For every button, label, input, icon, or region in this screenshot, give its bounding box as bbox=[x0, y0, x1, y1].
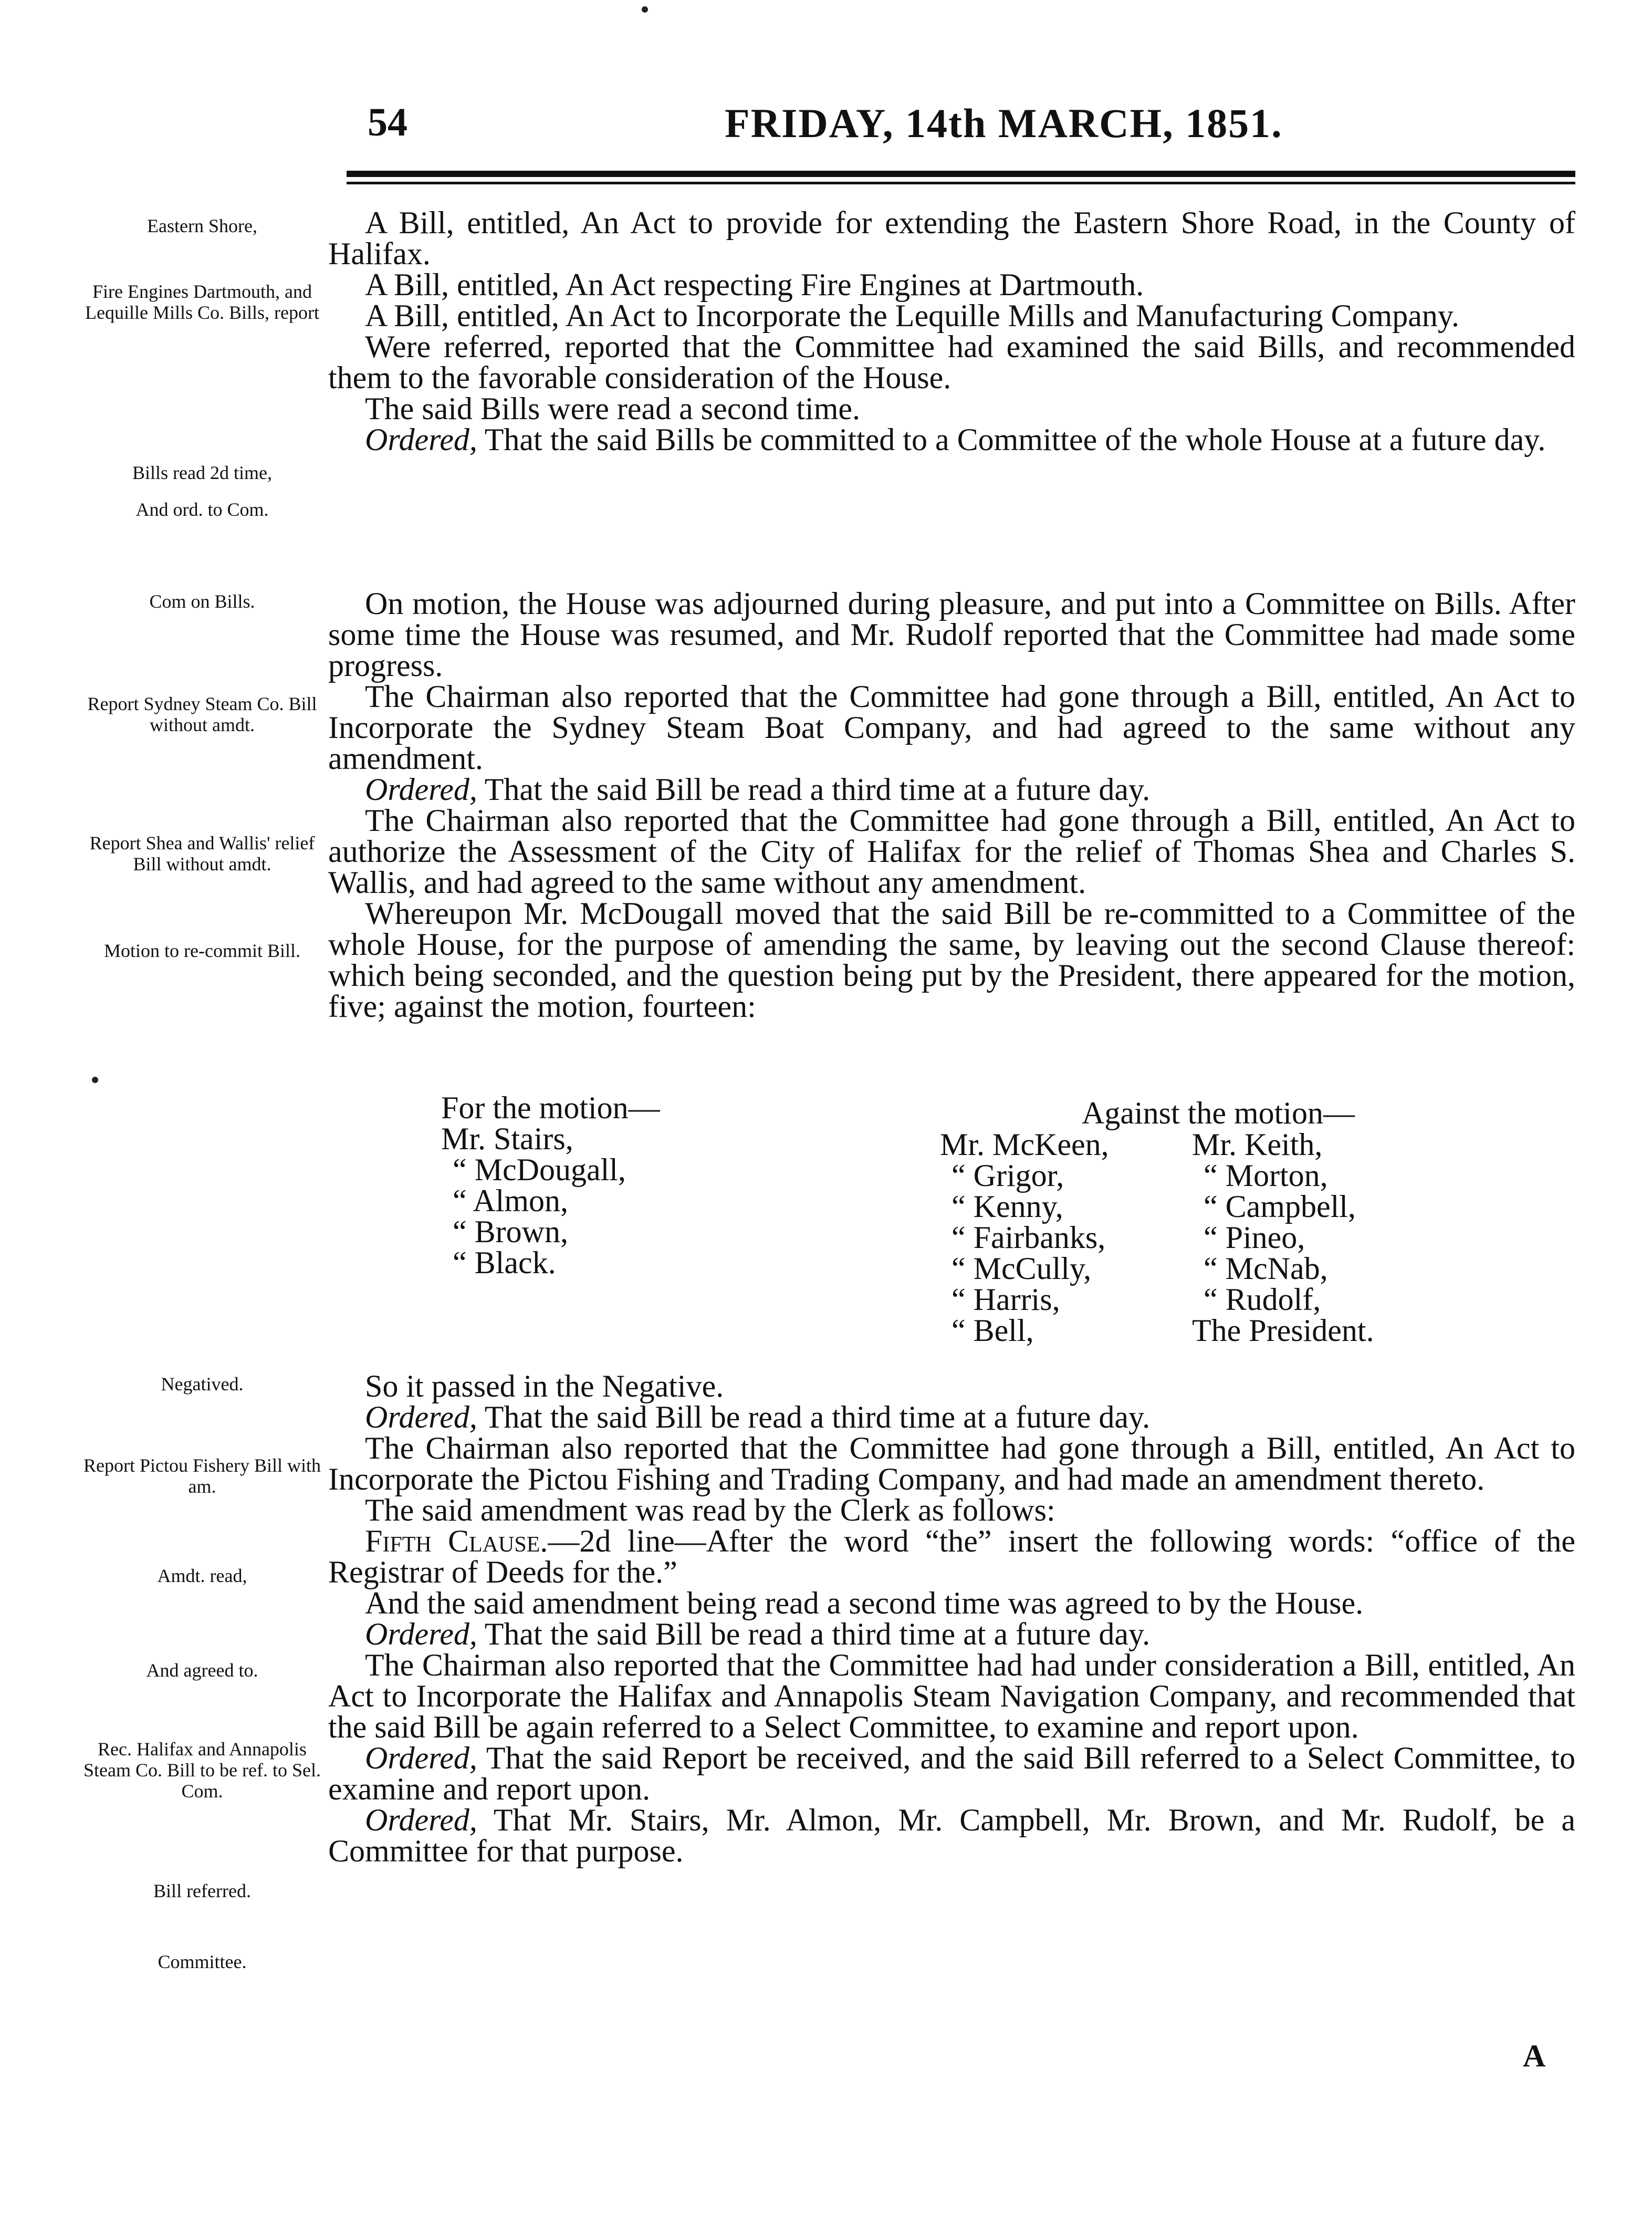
paragraph: So it passed in the Negative. bbox=[365, 1369, 724, 1403]
vote-name: “ Kenny, bbox=[952, 1189, 1063, 1224]
vote-against-col1 bbox=[940, 1129, 1109, 1346]
ordered-label: Ordered, bbox=[365, 772, 477, 807]
page-number: 54 bbox=[368, 100, 407, 144]
margin-note: Negatived. bbox=[161, 1374, 244, 1395]
paragraph: And the said amendment being read a second time was agreed to by the House. bbox=[365, 1586, 1364, 1620]
margin-note: Motion to re-commit Bill. bbox=[104, 940, 300, 961]
margin-note: And agreed to. bbox=[146, 1660, 258, 1681]
page-title: FRIDAY, 14th MARCH, 1851. bbox=[725, 100, 1283, 146]
paragraph-ordered bbox=[328, 1402, 1575, 1433]
print-speck bbox=[92, 1077, 98, 1083]
margin-note: Bill referred. bbox=[153, 1880, 251, 1901]
margin-note: Report Pictou Fishery Bill with am. bbox=[83, 1455, 321, 1497]
margin-note: Fire Engines Dartmouth, and Lequille Mills Co. Bills, report bbox=[85, 281, 319, 323]
margin-note: Committee. bbox=[158, 1951, 247, 1972]
page-header bbox=[0, 100, 1652, 163]
ordered-label: Ordered, bbox=[365, 1617, 477, 1651]
paragraph: A Bill, entitled, An Act to Incorporate the Lequille Mills and Manufacturing Company. bbox=[365, 298, 1460, 333]
paragraph-text: That the said Bills be committed to a Committee of the whole House at a future day. bbox=[484, 422, 1546, 457]
print-speck bbox=[642, 6, 648, 13]
margin-note: Bills read 2d time, bbox=[132, 462, 272, 483]
vote-name: “ Morton, bbox=[1204, 1158, 1328, 1193]
paragraph: The said Bills were read a second time. bbox=[365, 391, 861, 426]
margin-note: Report Sydney Steam Co. Bill without amdt. bbox=[87, 693, 317, 735]
vote-name: “ Harris, bbox=[952, 1282, 1060, 1317]
body-block-1 bbox=[328, 207, 1575, 455]
margin-note: Com on Bills. bbox=[149, 591, 255, 612]
ordered-label: Ordered, bbox=[365, 1803, 477, 1837]
vote-name: “ Rudolf, bbox=[1204, 1282, 1321, 1317]
paragraph: The said amendment was read by the Clerk as follows: bbox=[365, 1493, 1055, 1527]
paragraph-ordered bbox=[328, 1743, 1575, 1805]
paragraph-text: That the said Bill be read a third time at a future day. bbox=[484, 1400, 1151, 1434]
header-rule-thin bbox=[347, 182, 1575, 184]
vote-name: “ Bell, bbox=[952, 1313, 1034, 1348]
paragraph: The Chairman also reported that the Committee had gone through a Bill, entitled, An Act to Incorporate the Pictou Fishing and Trading Company, and had made an amendment thereto. bbox=[328, 1431, 1575, 1496]
paragraph-ordered bbox=[328, 1619, 1575, 1650]
vote-name: “ McNab, bbox=[1204, 1251, 1328, 1286]
paragraph-text: 2d line—After the word “the” insert the following words: “office of the Registrar of Deeds for the.” bbox=[328, 1524, 1575, 1589]
paragraph: The Chairman also reported that the Committee had had under consideration a Bill, entitled, An Act to Incorporate the Halifax and Annapolis Steam Navigation Company, and recommended that the said Bill be again referred to a Select Committee, to examine and report upon. bbox=[328, 1648, 1575, 1744]
paragraph-ordered bbox=[328, 774, 1575, 805]
vote-against-col2 bbox=[1192, 1129, 1374, 1346]
vote-name: “ Almon, bbox=[453, 1183, 568, 1218]
margin-note: Eastern Shore, bbox=[147, 215, 257, 236]
fifth-clause-label: Fifth Clause.— bbox=[365, 1524, 580, 1558]
header-rule-thick bbox=[347, 171, 1575, 177]
vote-name: The President. bbox=[1192, 1313, 1374, 1348]
ordered-label: Ordered, bbox=[365, 1741, 477, 1775]
vote-name: “ Black. bbox=[453, 1245, 556, 1280]
paragraph-text: That Mr. Stairs, Mr. Almon, Mr. Campbell, Mr. Brown, and Mr. Rudolf, be a Committee for that purpose. bbox=[328, 1803, 1576, 1868]
margin-note: Report Shea and Wallis' relief Bill without amdt. bbox=[89, 833, 315, 875]
vote-for-list bbox=[441, 1090, 660, 1280]
vote-name: Mr. McKeen, bbox=[940, 1127, 1109, 1162]
vote-name: “ Fairbanks, bbox=[952, 1220, 1106, 1255]
paragraph-amendment bbox=[328, 1526, 1575, 1588]
signature-mark: A bbox=[1523, 2038, 1546, 2073]
paragraph-ordered bbox=[328, 1805, 1575, 1867]
body-block-3 bbox=[328, 1371, 1575, 1867]
paragraph: A Bill, entitled, An Act to provide for extending the Eastern Shore Road, in the County of Halifax. bbox=[328, 205, 1575, 271]
margin-note: Amdt. read, bbox=[157, 1565, 247, 1586]
paragraph: The Chairman also reported that the Committee had gone through a Bill, entitled, An Act to Incorporate the Sydney Steam Boat Company, and had agreed to the same without any amendment. bbox=[328, 679, 1575, 776]
vote-name: Mr. Keith, bbox=[1192, 1127, 1323, 1162]
ordered-label: Ordered, bbox=[365, 1400, 477, 1434]
vote-name: “ McDougall, bbox=[453, 1152, 626, 1187]
paragraph: Whereupon Mr. McDougall moved that the said Bill be re-committed to a Committee of the whole House, for the purpose of amending the same, by leaving out the second Clause thereof: which being seconded, and the question being put by the President, there appeared for the motion, five; against the motion, fourteen: bbox=[328, 896, 1575, 1024]
paragraph-text: That the said Report be received, and the said Bill referred to a Select Committee, to examine and report upon. bbox=[328, 1741, 1575, 1806]
paragraph-text: That the said Bill be read a third time at a future day. bbox=[484, 1617, 1151, 1651]
vote-name: “ McCully, bbox=[952, 1251, 1092, 1286]
vote-name: “ Brown, bbox=[453, 1214, 568, 1249]
paragraph: A Bill, entitled, An Act respecting Fire Engines at Dartmouth. bbox=[365, 267, 1144, 302]
paragraph-text: That the said Bill be read a third time at a future day. bbox=[484, 772, 1151, 807]
vote-against-heading: Against the motion— bbox=[1082, 1096, 1355, 1130]
paragraph-ordered bbox=[328, 424, 1575, 455]
ordered-label: Ordered, bbox=[365, 422, 477, 457]
vote-name: “ Campbell, bbox=[1204, 1189, 1356, 1224]
paragraph: On motion, the House was adjourned during pleasure, and put into a Committee on Bills. After some time the House was resumed, and Mr. Rudolf reported that the Committee had made some progress. bbox=[328, 586, 1575, 683]
vote-name: Mr. Stairs, bbox=[441, 1121, 573, 1156]
paragraph: The Chairman also reported that the Committee had gone through a Bill, entitled, An Act to authorize the Assessment of the City of Halifax for the relief of Thomas Shea and Charles S. Wallis, and had agreed to the same without any amendment. bbox=[328, 803, 1575, 900]
vote-name: “ Grigor, bbox=[952, 1158, 1064, 1193]
vote-name: “ Pineo, bbox=[1204, 1220, 1305, 1255]
paragraph: Were referred, reported that the Committee had examined the said Bills, and recommended them to the favorable consideration of the House. bbox=[328, 329, 1575, 395]
margin-note: And ord. to Com. bbox=[135, 499, 269, 520]
margin-note: Rec. Halifax and Annapolis Steam Co. Bill to be ref. to Sel. Com. bbox=[83, 1739, 321, 1802]
body-block-2 bbox=[328, 588, 1575, 1022]
vote-for-heading: For the motion— bbox=[441, 1090, 660, 1125]
